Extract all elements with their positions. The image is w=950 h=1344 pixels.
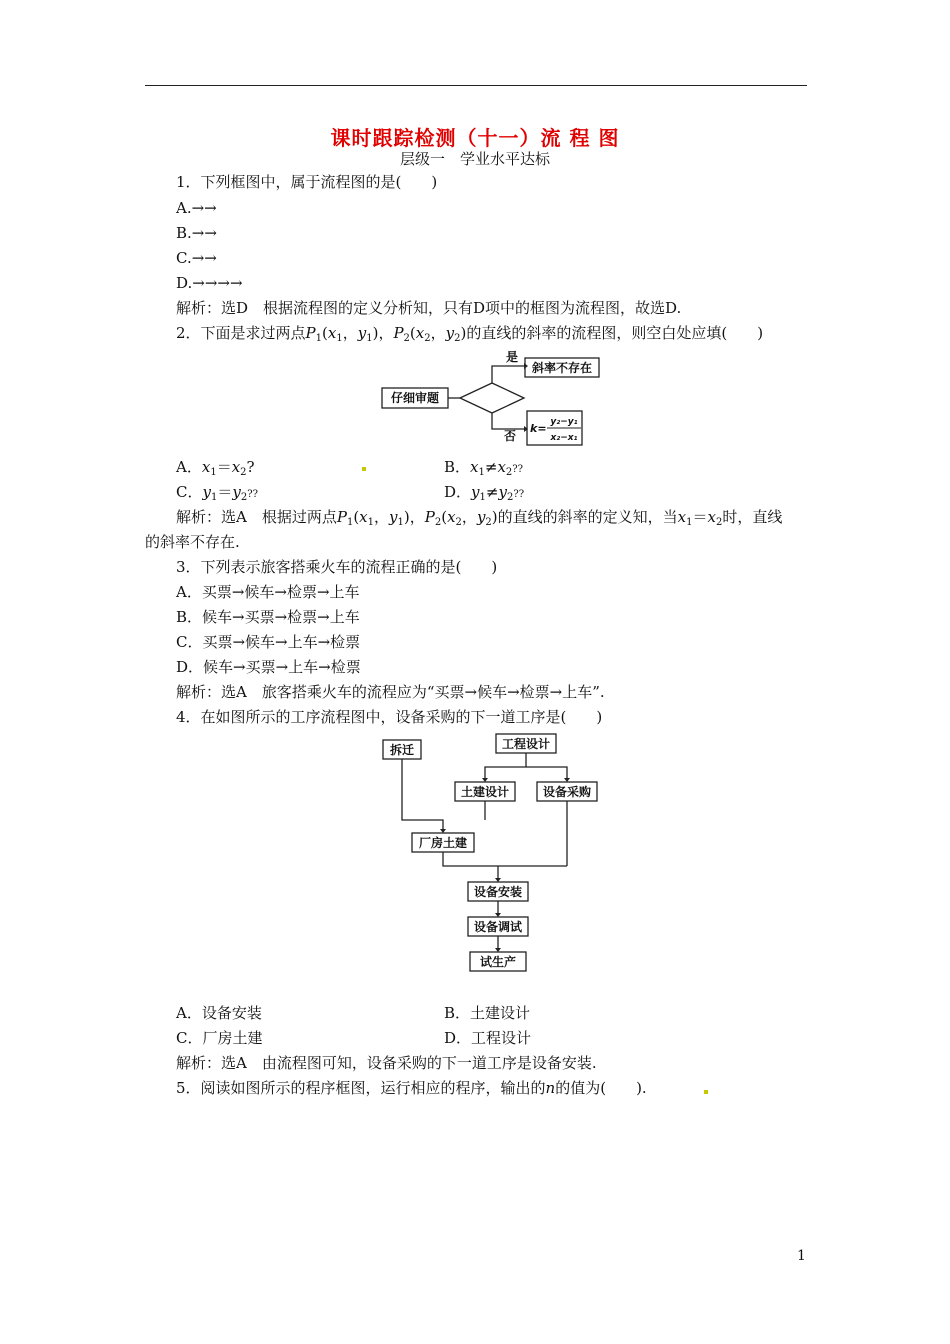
- q4-label-chaiqian: 拆迁: [389, 743, 415, 757]
- q4-label-anzhuang: 设备安装: [473, 885, 523, 899]
- q1-stem: 1．下列框图中，属于流程图的是( ): [176, 173, 438, 191]
- q4-flowchart: [378, 730, 608, 973]
- q2-analysis: 解析：选A 根据过两点$P_1(x_1$，$y_1$)，$P_2(x_2$，$y_2$)的直线的斜率的定义知，当$x_1=x_2$时，直线: [176, 508, 783, 528]
- stray-mark: [704, 1090, 708, 1094]
- stray-mark: [362, 467, 366, 471]
- q4-label-tiaoshi: 设备调试: [473, 920, 523, 934]
- header-rule: [145, 85, 807, 86]
- q4-label-changfang: 厂房土建: [418, 836, 468, 850]
- q2-decision-diamond: [460, 383, 524, 413]
- q4-option-c: C．厂房土建: [176, 1029, 263, 1047]
- q2-k-denominator: x₂−x₁: [550, 433, 578, 443]
- q3-option-a: A．买票→候车→检票→上车: [176, 583, 360, 601]
- q5-stem: 5．阅读如图所示的程序框图，运行相应的程序，输出的n的值为( ).: [176, 1079, 647, 1097]
- q4-label-caigou: 设备采购: [542, 785, 592, 799]
- q2-option-a: A．$x_1=x_2$?: [176, 458, 255, 478]
- q2-yes-box-label: 斜率不存在: [531, 361, 593, 375]
- q2-option-d: D．$y_1\ne y_2$??: [444, 483, 525, 503]
- q2-flowchart: [378, 350, 608, 450]
- q4-label-tujian: 土建设计: [460, 785, 510, 799]
- q4-analysis: 解析：选A 由流程图可知，设备采购的下一道工序是设备安装.: [176, 1054, 597, 1072]
- page-subtitle: 层级一 学业水平达标: [399, 150, 550, 168]
- page-number: 1: [797, 1248, 806, 1264]
- q4-label-gongcheng: 工程设计: [501, 737, 551, 751]
- q4-stem: 4．在如图所示的工序流程图中，设备采购的下一道工序是( ): [176, 708, 603, 726]
- q1-option-a: A.→→: [176, 199, 217, 217]
- q2-stem: 2．下面是求过两点$P_1(x_1$，$y_1$)，$P_2(x_2$，$y_2$)的直线的斜率的流程图，则空白处应填( ): [176, 324, 764, 344]
- q3-option-d: D．候车→买票→上车→检票: [176, 658, 361, 676]
- q4-option-a: A．设备安装: [176, 1004, 262, 1022]
- q2-option-c: C．$y_1=y_2$??: [176, 483, 258, 503]
- q3-stem: 3．下列表示旅客搭乘火车的流程正确的是( ): [176, 558, 498, 576]
- page-title: 课时跟踪检测（十一）流 程 图: [330, 126, 620, 150]
- q3-analysis: 解析：选A 旅客搭乘火车的流程应为“买票→候车→检票→上车”.: [176, 683, 605, 701]
- q2-k-numerator: y₂−y₁: [550, 417, 578, 427]
- q2-yes-label: 是: [505, 350, 519, 364]
- q1-option-b: B.→→: [176, 224, 217, 242]
- q3-option-b: B．候车→买票→检票→上车: [176, 608, 360, 626]
- q2-option-b: B．$x_1\ne x_2$??: [444, 458, 524, 478]
- q2-k-label: k=: [530, 422, 547, 435]
- q1-analysis: 解析：选D 根据流程图的定义分析知，只有D项中的框图为流程图，故选D.: [176, 299, 682, 317]
- q4-option-b: B．土建设计: [444, 1004, 531, 1022]
- q2-analysis-cont: 的斜率不存在.: [145, 533, 240, 551]
- q2-start-label: 仔细审题: [390, 391, 440, 405]
- q3-option-c: C．买票→候车→上车→检票: [176, 633, 361, 651]
- q1-option-d: D.→→→→: [176, 274, 243, 292]
- q2-no-label: 否: [503, 429, 517, 443]
- q4-option-d: D．工程设计: [444, 1029, 532, 1047]
- q1-option-c: C.→→: [176, 249, 217, 267]
- q4-label-shengchan: 试生产: [479, 955, 517, 969]
